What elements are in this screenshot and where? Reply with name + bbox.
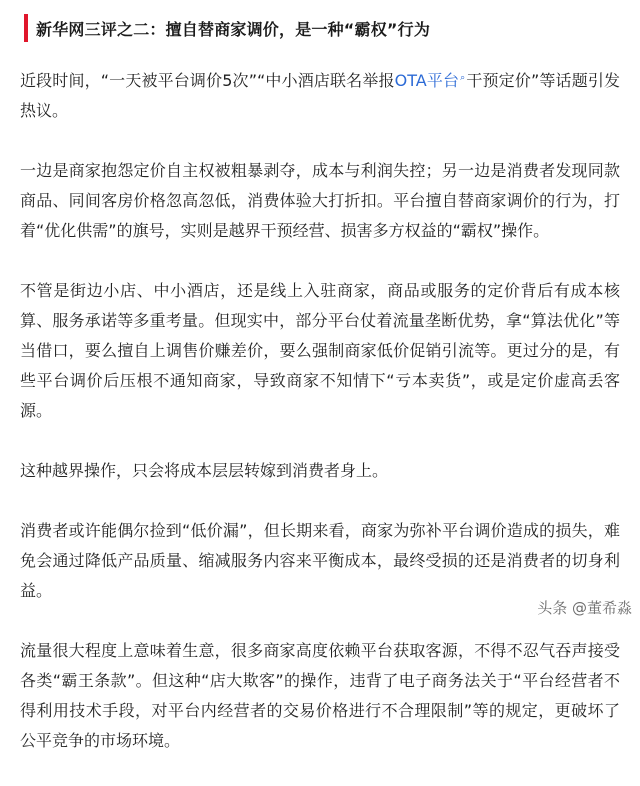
article-header bbox=[24, 14, 430, 42]
paragraph-2: 一边是商家抱怨定价自主权被粗暴剥夺，成本与利润失控；另一边是消费者发现同款商品、同间客房价格忽高忽低，消费体验大打折扣。平台擅自替商家调价的行为，打着“优化供需”的旗号，实则是越界干预经营、损害多方权益的“霸权”操作。 bbox=[20, 161, 620, 240]
paragraph-5: 消费者或许能偶尔捡到“低价漏”，但长期来看，商家为弥补平台调价造成的损失，难免会通过降低产品质量、缩减服务内容来平衡成本，最终受损的还是消费者的切身利益。 bbox=[20, 521, 620, 600]
watermark: 头条 @董希淼 bbox=[537, 599, 632, 617]
article-body bbox=[20, 66, 620, 786]
paragraph-1-after: 干预定价”等话题引发热议。 bbox=[20, 71, 620, 120]
paragraph-4: 这种越界操作，只会将成本层层转嫁到消费者身上。 bbox=[20, 461, 389, 480]
article-title: 新华网三评之二：擅自替商家调价，是一种“霸权”行为 bbox=[36, 19, 431, 39]
title-accent-bar bbox=[24, 14, 28, 42]
paragraph-1: 近段时间，“一天被平台调价5次”“中小酒店联名举报OTA平台⌕干预定价”等话题引发热议。 bbox=[20, 71, 620, 120]
ota-platform-link[interactable]: OTA平台 bbox=[394, 71, 460, 90]
paragraph-6: 流量很大程度上意味着生意，很多商家高度依赖平台获取客源，不得不忍气吞声接受各类“霸王条款”。但这种“店大欺客”的操作，违背了电子商务法关于“平台经营者不得利用技术手段，对平台内经营者的交易价格进行不合理限制”等的规定，更破坏了公平竞争的市场环境。 bbox=[20, 641, 620, 750]
paragraph-3: 不管是街边小店、中小酒店，还是线上入驻商家，商品或服务的定价背后有成本核算、服务承诺等多重考量。但现实中，部分平台仗着流量垄断优势，拿“算法优化”等当借口，要么擅自上调售价赚差价，要么强制商家低价促销引流等。更过分的是，有些平台调价后压根不通知商家，导致商家不知情下“亏本卖货”，或是定价虚高丢客源。 bbox=[20, 281, 620, 420]
paragraph-1-before: 近段时间，“一天被平台调价5次”“中小酒店联名举报 bbox=[20, 71, 395, 90]
